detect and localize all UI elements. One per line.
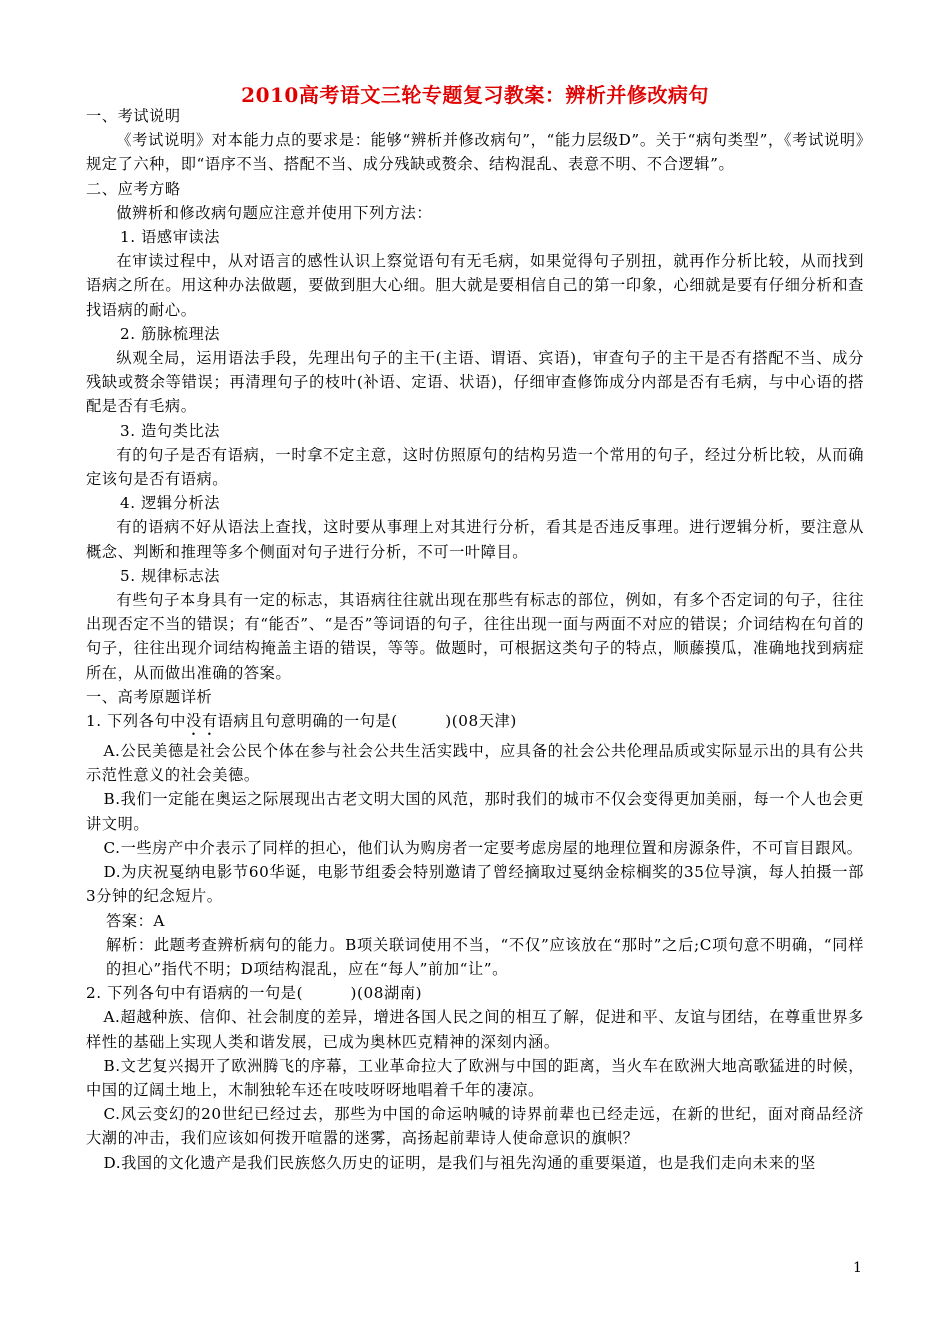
question-1-option-d: D.为庆祝戛纳电影节60华诞，电影节组委会特别邀请了曾经摘取过戛纳金棕榈奖的35位导演，每人拍摄一部3分钟的纪念短片。 <box>86 863 864 906</box>
paragraph-exam-notes: 《考试说明》对本能力点的要求是：能够“辨析并修改病句”，“能力层级D”。关于“病句类型”，《考试说明》规定了六种，即“语序不当、搭配不当、成分残缺或赘余、结构混乱、表意不明、不合逻辑”。 <box>86 131 864 174</box>
document-title: 2010高考语文三轮专题复习教案：辨析并修改病句 <box>241 83 709 107</box>
method-title: 4. 逻辑分析法 <box>120 494 221 513</box>
section-heading-strategies: 二、应考方略 <box>86 179 181 198</box>
question-1-analysis: 解析：此题考查辨析病句的能力。B项关联词使用不当，“不仅”应该放在“那时”之后;C项句意不明确，“同样的担心”指代不明；D项结构混乱，应在“每人”前加“让”。 <box>106 935 864 978</box>
question-2-option-b: B.文艺复兴揭开了欧洲腾飞的序幕，工业革命拉大了欧洲与中国的距离，当火车在欧洲大地高歌猛进的时候，中国的辽阔土地上，木制独轮车还在吱吱呀呀地唱着千年的凄凉。 <box>86 1056 864 1099</box>
document-body <box>86 104 864 1175</box>
section-heading-exam-notes: 一、考试说明 <box>86 107 181 125</box>
method-title: 3. 造句类比法 <box>120 421 221 440</box>
method-title: 5. 规律标志法 <box>120 566 221 585</box>
method-title: 1. 语感审读法 <box>120 228 221 247</box>
question-1-stem <box>86 709 864 739</box>
section-heading-past-questions: 一、高考原题详析 <box>86 687 213 706</box>
method-description: 有的语病不好从语法上查找，这时要从事理上对其进行分析，看其是否违反事理。进行逻辑分析，要注意从概念、判断和推理等多个侧面对句子进行分析，不可一叶障目。 <box>86 518 864 561</box>
method-description: 在审读过程中，从对语言的感性认识上察觉语句有无毛病，如果觉得句子别扭，就再作分析比较，从而找到语病之所在。用这种办法做题，要做到胆大心细。胆大就是要相信自己的第一印象，心细就是要有仔细分析和查找语病的耐心。 <box>86 252 864 319</box>
question-1-option-c: C.一些房产中介表示了同样的担心，他们认为购房者一定要考虑房屋的地理位置和房源条件，不可盲目跟风。 <box>103 838 863 857</box>
method-description: 有的句子是否有语病，一时拿不定主意，这时仿照原句的结构另造一个常用的句子，经过分析比较，从而确定该句是否有语病。 <box>86 445 864 489</box>
question-1-stem-pre: 1. 下列各句中 <box>86 712 187 731</box>
method-description: 纵观全局，运用语法手段，先理出句子的主干(主语、谓语、宾语)，审查句子的主干是否有搭配不当、成分残缺或赘余等错误；再清理句子的枝叶(补语、定语、状语)，仔细审查修饰成分内部是否有毛病，与中心语的搭配是否有毛病。 <box>86 349 864 416</box>
question-2-stem: 2. 下列各句中有语病的一句是( )(08湖南) <box>86 984 423 1003</box>
question-2-option-d: D.我国的文化遗产是我们民族悠久历史的证明，是我们与祖先沟通的重要渠道，也是我们走向未来的坚 <box>103 1153 816 1172</box>
question-2-option-a: A.超越种族、信仰、社会制度的差异，增进各国人民之间的相互了解，促进和平、友谊与团结，在尊重世界多样性的基础上实现人类和谐发展，已成为奥林匹克精神的深刻内涵。 <box>86 1008 864 1051</box>
question-2-option-c: C.风云变幻的20世纪已经过去，那些为中国的命运呐喊的诗界前辈也已经走远，在新的世纪，面对商品经济大潮的冲击，我们应该如何拨开喧嚣的迷雾，高扬起前辈诗人使命意识的旗帜？ <box>86 1105 864 1148</box>
question-1-answer: 答案：A <box>106 911 165 930</box>
paragraph-strategies-intro: 做辨析和修改病句题应注意并使用下列方法： <box>116 203 433 222</box>
page-number: 1 <box>853 1260 862 1276</box>
method-title: 2. 筋脉梳理法 <box>120 324 221 343</box>
method-description: 有些句子本身具有一定的标志，其语病往往就出现在那些有标志的部位，例如，有多个否定词的句子，往往出现否定不当的错误；有“能否”、“是否”等词语的句子，往往出现一面与两面不对应的错误；介词结构在句首的句子，往往出现介词结构掩盖主语的错误，等等。做题时，可根据这类句子的特点，顺藤摸瓜，准确地找到病症所在，从而做出准确的答案。 <box>86 591 864 682</box>
question-1-option-b: B.我们一定能在奥运之际展现出古老文明大国的风范，那时我们的城市不仅会变得更加美丽，每一个人也会更讲文明。 <box>86 790 864 833</box>
question-1-emphasis: 没有 <box>186 712 218 731</box>
question-1-option-a: A.公民美德是社会公民个体在参与社会公共生活实践中，应具备的社会公共伦理品质或实际显示出的具有公共示范性意义的社会美德。 <box>86 742 864 785</box>
question-1-stem-post: 语病且句意明确的一句是( )(08天津) <box>217 712 517 731</box>
